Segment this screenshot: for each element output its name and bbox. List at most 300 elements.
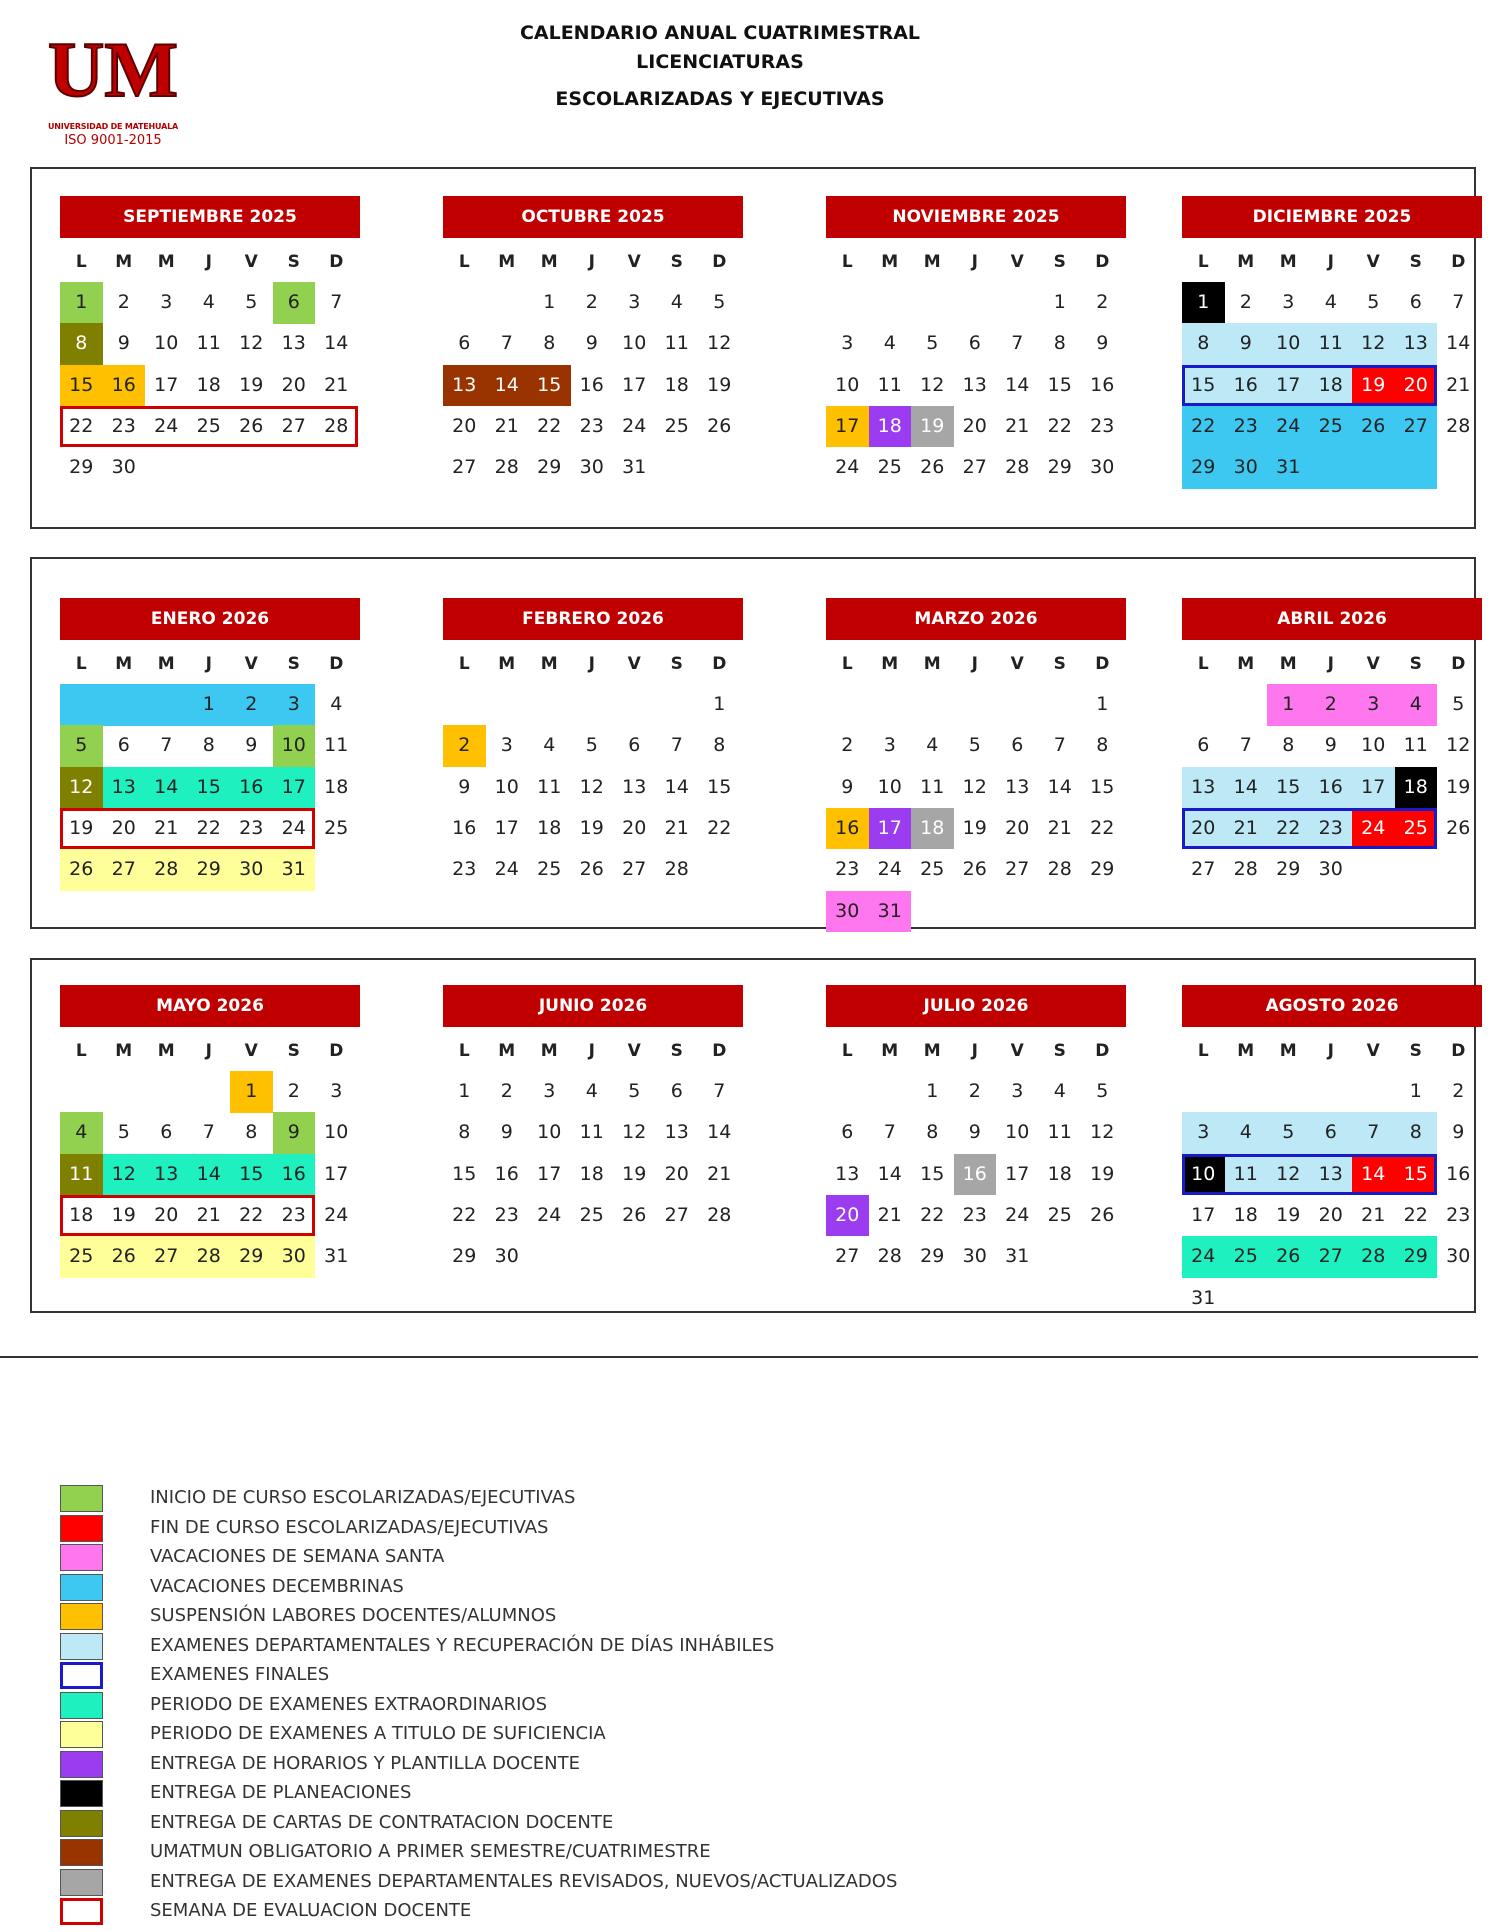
day-cell[interactable]: 24 xyxy=(154,414,179,437)
day-cell[interactable]: 26 xyxy=(920,456,945,479)
day-cell[interactable]: 5 xyxy=(968,734,981,757)
day-cell[interactable]: 9 xyxy=(245,734,258,757)
day-cell[interactable]: 6 xyxy=(841,1121,854,1144)
day-cell[interactable]: 21 xyxy=(494,414,519,437)
day-cell[interactable]: 29 xyxy=(1182,447,1225,489)
day-cell[interactable]: 25 xyxy=(1225,1236,1268,1278)
day-cell[interactable]: 30 xyxy=(1446,1245,1471,1268)
day-cell[interactable]: 11 xyxy=(579,1121,604,1144)
day-cell[interactable]: 28 xyxy=(664,858,689,881)
day-cell[interactable]: 2 xyxy=(230,684,273,726)
day-cell[interactable]: 8 xyxy=(543,332,556,355)
day-cell[interactable]: 13 xyxy=(1395,323,1438,365)
day-cell[interactable]: 3 xyxy=(330,1080,343,1102)
day-cell[interactable]: 7 xyxy=(1352,1112,1395,1154)
day-cell[interactable]: 24 xyxy=(1182,1236,1225,1278)
day-cell[interactable]: 25 xyxy=(196,414,221,437)
day-cell[interactable]: 19 xyxy=(111,1203,136,1226)
day-cell[interactable]: 3 xyxy=(1011,1080,1024,1102)
day-cell[interactable]: 11 xyxy=(1047,1121,1072,1144)
day-cell[interactable]: 9 xyxy=(1452,1121,1465,1144)
day-cell[interactable]: 6 xyxy=(1197,734,1210,757)
day-cell[interactable]: 21 xyxy=(1225,808,1268,850)
day-cell[interactable]: 19 xyxy=(962,816,987,839)
day-cell[interactable]: 7 xyxy=(1239,734,1252,757)
day-cell[interactable]: 8 xyxy=(926,1121,939,1144)
day-cell[interactable]: 23 xyxy=(962,1203,987,1226)
day-cell[interactable]: 8 xyxy=(1182,323,1225,365)
day-cell[interactable]: 22 xyxy=(196,816,221,839)
day-cell[interactable]: 17 xyxy=(1352,767,1395,809)
day-cell[interactable]: 10 xyxy=(1005,1121,1030,1144)
day-cell[interactable]: 21 xyxy=(1361,1203,1386,1226)
day-cell[interactable]: 4 xyxy=(202,291,215,313)
day-cell[interactable]: 12 xyxy=(579,775,604,798)
day-cell[interactable]: 26 xyxy=(239,414,264,437)
day-cell[interactable]: 12 xyxy=(622,1121,647,1144)
day-cell[interactable]: 19 xyxy=(707,373,732,396)
day-cell[interactable]: 17 xyxy=(869,808,912,850)
day-cell[interactable]: 13 xyxy=(962,373,987,396)
day-cell[interactable]: 18 xyxy=(1047,1162,1072,1185)
day-cell[interactable]: 8 xyxy=(1053,332,1066,355)
day-cell[interactable]: 14 xyxy=(664,775,689,798)
day-cell[interactable]: 24 xyxy=(877,858,902,881)
day-cell[interactable]: 14 xyxy=(1446,332,1471,355)
day-cell[interactable]: 8 xyxy=(202,734,215,757)
day-cell[interactable]: 8 xyxy=(1282,734,1295,757)
day-cell[interactable]: 18 xyxy=(537,816,562,839)
day-cell[interactable]: 14 xyxy=(1047,775,1072,798)
day-cell[interactable]: 7 xyxy=(202,1121,215,1144)
day-cell[interactable]: 14 xyxy=(1005,373,1030,396)
day-cell[interactable]: 24 xyxy=(1352,808,1395,850)
day-cell[interactable]: 30 xyxy=(230,849,273,891)
day-cell[interactable]: 9 xyxy=(1225,323,1268,365)
day-cell[interactable]: 6 xyxy=(117,734,130,757)
day-cell[interactable]: 16 xyxy=(494,1162,519,1185)
day-cell[interactable]: 23 xyxy=(239,816,264,839)
day-cell[interactable]: 25 xyxy=(1395,808,1438,850)
day-cell[interactable]: 27 xyxy=(835,1245,860,1268)
day-cell[interactable]: 6 xyxy=(1011,734,1024,757)
day-cell[interactable]: 16 xyxy=(103,365,146,407)
day-cell[interactable]: 18 xyxy=(196,373,221,396)
day-cell[interactable]: 17 xyxy=(1005,1162,1030,1185)
day-cell[interactable]: 22 xyxy=(1182,406,1225,448)
day-cell[interactable]: 8 xyxy=(60,323,103,365)
day-cell[interactable]: 22 xyxy=(452,1203,477,1226)
day-cell[interactable]: 15 xyxy=(920,1162,945,1185)
day-cell[interactable]: 4 xyxy=(585,1080,598,1102)
day-cell[interactable]: 26 xyxy=(707,414,732,437)
day-cell[interactable]: 24 xyxy=(1267,406,1310,448)
day-cell[interactable]: 7 xyxy=(713,1080,726,1102)
day-cell[interactable]: 7 xyxy=(1053,734,1066,757)
day-cell[interactable]: 19 xyxy=(1446,775,1471,798)
day-cell[interactable]: 24 xyxy=(622,414,647,437)
day-cell[interactable]: 1 xyxy=(1267,684,1310,726)
day-cell[interactable]: 24 xyxy=(324,1203,349,1226)
day-cell[interactable]: 20 xyxy=(1395,365,1438,407)
day-cell[interactable]: 29 xyxy=(1047,456,1072,479)
day-cell[interactable]: 12 xyxy=(1446,734,1471,757)
day-cell[interactable]: 4 xyxy=(926,734,939,757)
day-cell[interactable]: 11 xyxy=(1403,734,1428,757)
day-cell[interactable]: 30 xyxy=(494,1245,519,1268)
day-cell[interactable]: 22 xyxy=(239,1203,264,1226)
day-cell[interactable]: 15 xyxy=(230,1154,273,1196)
day-cell[interactable]: 3 xyxy=(628,291,641,313)
day-cell[interactable]: 2 xyxy=(117,291,130,313)
day-cell[interactable]: 20 xyxy=(1182,808,1225,850)
day-cell[interactable]: 3 xyxy=(160,291,173,313)
day-cell[interactable]: 2 xyxy=(585,291,598,313)
day-cell[interactable]: 30 xyxy=(1090,456,1115,479)
day-cell[interactable]: 8 xyxy=(1096,734,1109,757)
day-cell[interactable]: 18 xyxy=(1310,365,1353,407)
day-cell[interactable]: 29 xyxy=(1090,858,1115,881)
day-cell[interactable]: 11 xyxy=(664,332,689,355)
day-cell[interactable]: 22 xyxy=(537,414,562,437)
day-cell[interactable]: 6 xyxy=(458,332,471,355)
day-cell[interactable]: 21 xyxy=(1047,816,1072,839)
day-cell[interactable]: 14 xyxy=(1352,1154,1395,1196)
day-cell[interactable]: 14 xyxy=(486,365,529,407)
day-cell[interactable]: 27 xyxy=(1310,1236,1353,1278)
day-cell[interactable]: 12 xyxy=(707,332,732,355)
day-cell[interactable]: 1 xyxy=(188,684,231,726)
day-cell[interactable]: 26 xyxy=(1446,816,1471,839)
day-cell[interactable]: 10 xyxy=(1267,323,1310,365)
day-cell[interactable]: 13 xyxy=(1005,775,1030,798)
day-cell[interactable]: 18 xyxy=(69,1203,94,1226)
day-cell[interactable]: 23 xyxy=(1225,406,1268,448)
day-cell[interactable]: 15 xyxy=(188,767,231,809)
day-cell[interactable]: 20 xyxy=(111,816,136,839)
day-cell[interactable]: 11 xyxy=(1225,1154,1268,1196)
day-cell[interactable]: 21 xyxy=(877,1203,902,1226)
day-cell[interactable]: 4 xyxy=(1395,684,1438,726)
day-cell[interactable]: 28 xyxy=(188,1236,231,1278)
day-cell[interactable]: 15 xyxy=(1182,365,1225,407)
day-cell[interactable]: 5 xyxy=(1267,1112,1310,1154)
day-cell[interactable]: 19 xyxy=(1276,1203,1301,1226)
day-cell[interactable]: 12 xyxy=(1090,1121,1115,1144)
day-cell[interactable]: 3 xyxy=(841,332,854,355)
day-cell[interactable]: 2 xyxy=(841,734,854,757)
day-cell[interactable]: 4 xyxy=(1053,1080,1066,1102)
day-cell[interactable]: 17 xyxy=(494,816,519,839)
day-cell[interactable]: 4 xyxy=(670,291,683,313)
day-cell[interactable]: 19 xyxy=(579,816,604,839)
day-cell[interactable]: 7 xyxy=(883,1121,896,1144)
day-cell[interactable]: 10 xyxy=(154,332,179,355)
day-cell[interactable]: 20 xyxy=(1005,816,1030,839)
day-cell[interactable]: 22 xyxy=(1403,1203,1428,1226)
day-cell[interactable]: 12 xyxy=(103,1154,146,1196)
day-cell[interactable]: 26 xyxy=(1267,1236,1310,1278)
day-cell[interactable]: 15 xyxy=(707,775,732,798)
day-cell[interactable]: 31 xyxy=(1191,1286,1216,1309)
day-cell[interactable]: 22 xyxy=(707,816,732,839)
day-cell[interactable]: 10 xyxy=(835,373,860,396)
day-cell[interactable]: 13 xyxy=(835,1162,860,1185)
day-cell[interactable]: 6 xyxy=(1310,1112,1353,1154)
day-cell[interactable]: 11 xyxy=(196,332,221,355)
day-cell[interactable]: 5 xyxy=(585,734,598,757)
day-cell[interactable]: 17 xyxy=(622,373,647,396)
day-cell[interactable]: 19 xyxy=(622,1162,647,1185)
day-cell[interactable]: 25 xyxy=(664,414,689,437)
day-cell[interactable]: 8 xyxy=(1395,1112,1438,1154)
day-cell[interactable]: 13 xyxy=(443,365,486,407)
day-cell[interactable]: 12 xyxy=(60,767,103,809)
day-cell[interactable]: 15 xyxy=(528,365,571,407)
day-cell[interactable]: 12 xyxy=(962,775,987,798)
day-cell[interactable]: 1 xyxy=(713,693,726,715)
day-cell[interactable]: 25 xyxy=(1047,1203,1072,1226)
day-cell[interactable]: 7 xyxy=(1011,332,1024,355)
day-cell[interactable]: 24 xyxy=(494,858,519,881)
day-cell[interactable]: 4 xyxy=(1225,1112,1268,1154)
day-cell[interactable]: 10 xyxy=(1182,1154,1225,1196)
day-cell[interactable]: 1 xyxy=(1182,282,1225,324)
day-cell[interactable]: 26 xyxy=(60,849,103,891)
day-cell[interactable]: 20 xyxy=(1318,1203,1343,1226)
day-cell[interactable]: 11 xyxy=(1310,323,1353,365)
day-cell[interactable]: 25 xyxy=(920,858,945,881)
day-cell[interactable]: 16 xyxy=(1446,1162,1471,1185)
day-cell[interactable]: 31 xyxy=(622,456,647,479)
day-cell[interactable]: 4 xyxy=(1324,291,1337,313)
day-cell[interactable]: 23 xyxy=(281,1203,306,1226)
day-cell[interactable]: 6 xyxy=(160,1121,173,1144)
day-cell[interactable]: 30 xyxy=(273,1236,316,1278)
day-cell[interactable]: 27 xyxy=(664,1203,689,1226)
day-cell[interactable]: 5 xyxy=(117,1121,130,1144)
day-cell[interactable]: 17 xyxy=(537,1162,562,1185)
day-cell[interactable]: 1 xyxy=(1053,291,1066,313)
day-cell[interactable]: 18 xyxy=(1395,767,1438,809)
day-cell[interactable]: 27 xyxy=(1395,406,1438,448)
day-cell[interactable]: 27 xyxy=(962,456,987,479)
day-cell[interactable]: 17 xyxy=(826,406,869,448)
day-cell[interactable]: 7 xyxy=(670,734,683,757)
day-cell[interactable]: 24 xyxy=(537,1203,562,1226)
day-cell[interactable]: 18 xyxy=(324,775,349,798)
day-cell[interactable]: 2 xyxy=(1096,291,1109,313)
day-cell[interactable]: 31 xyxy=(1005,1245,1030,1268)
day-cell[interactable]: 5 xyxy=(1367,291,1380,313)
day-cell[interactable]: 29 xyxy=(69,456,94,479)
day-cell[interactable]: 7 xyxy=(1452,291,1465,313)
day-cell[interactable]: 11 xyxy=(920,775,945,798)
day-cell[interactable]: 23 xyxy=(1090,414,1115,437)
day-cell[interactable]: 19 xyxy=(69,816,94,839)
day-cell[interactable]: 16 xyxy=(826,808,869,850)
day-cell[interactable]: 14 xyxy=(145,767,188,809)
day-cell[interactable]: 9 xyxy=(273,1112,316,1154)
day-cell[interactable]: 2 xyxy=(1239,291,1252,313)
day-cell[interactable]: 28 xyxy=(494,456,519,479)
day-cell[interactable]: 14 xyxy=(877,1162,902,1185)
day-cell[interactable]: 25 xyxy=(60,1236,103,1278)
day-cell[interactable]: 23 xyxy=(452,858,477,881)
day-cell[interactable]: 27 xyxy=(1191,858,1216,881)
day-cell[interactable]: 2 xyxy=(1310,684,1353,726)
day-cell[interactable]: 16 xyxy=(1225,365,1268,407)
day-cell[interactable]: 26 xyxy=(103,1236,146,1278)
day-cell[interactable]: 15 xyxy=(1090,775,1115,798)
day-cell[interactable]: 10 xyxy=(1361,734,1386,757)
day-cell[interactable]: 3 xyxy=(500,734,513,757)
day-cell[interactable]: 5 xyxy=(926,332,939,355)
day-cell[interactable]: 4 xyxy=(543,734,556,757)
day-cell[interactable]: 22 xyxy=(1267,808,1310,850)
day-cell[interactable]: 3 xyxy=(543,1080,556,1102)
day-cell[interactable]: 13 xyxy=(103,767,146,809)
day-cell[interactable]: 25 xyxy=(877,456,902,479)
day-cell[interactable]: 29 xyxy=(230,1236,273,1278)
day-cell[interactable]: 11 xyxy=(324,734,349,757)
day-cell[interactable]: 20 xyxy=(452,414,477,437)
day-cell[interactable]: 21 xyxy=(1005,414,1030,437)
day-cell[interactable]: 21 xyxy=(196,1203,221,1226)
day-cell[interactable]: 5 xyxy=(1096,1080,1109,1102)
day-cell[interactable]: 13 xyxy=(281,332,306,355)
day-cell[interactable]: 28 xyxy=(1352,1236,1395,1278)
day-cell[interactable]: 30 xyxy=(1225,447,1268,489)
day-cell[interactable]: 5 xyxy=(60,725,103,767)
day-cell[interactable]: 14 xyxy=(188,1154,231,1196)
day-cell[interactable]: 28 xyxy=(145,849,188,891)
day-cell[interactable]: 30 xyxy=(111,456,136,479)
day-cell[interactable]: 10 xyxy=(494,775,519,798)
day-cell[interactable]: 14 xyxy=(324,332,349,355)
day-cell[interactable]: 16 xyxy=(452,816,477,839)
day-cell[interactable]: 22 xyxy=(920,1203,945,1226)
day-cell[interactable]: 3 xyxy=(1182,1112,1225,1154)
day-cell[interactable]: 13 xyxy=(145,1154,188,1196)
day-cell[interactable]: 29 xyxy=(920,1245,945,1268)
day-cell[interactable]: 28 xyxy=(1005,456,1030,479)
day-cell[interactable]: 1 xyxy=(543,291,556,313)
day-cell[interactable]: 31 xyxy=(324,1245,349,1268)
day-cell[interactable]: 28 xyxy=(324,414,349,437)
day-cell[interactable]: 5 xyxy=(245,291,258,313)
day-cell[interactable]: 9 xyxy=(458,775,471,798)
day-cell[interactable]: 20 xyxy=(622,816,647,839)
day-cell[interactable]: 27 xyxy=(103,849,146,891)
day-cell[interactable]: 20 xyxy=(154,1203,179,1226)
day-cell[interactable]: 20 xyxy=(826,1195,869,1237)
day-cell[interactable]: 5 xyxy=(1452,693,1465,715)
day-cell[interactable]: 29 xyxy=(188,849,231,891)
day-cell[interactable]: 17 xyxy=(154,373,179,396)
day-cell[interactable]: 26 xyxy=(622,1203,647,1226)
day-cell[interactable]: 7 xyxy=(500,332,513,355)
day-cell[interactable]: 12 xyxy=(1352,323,1395,365)
day-cell[interactable]: 3 xyxy=(1282,291,1295,313)
day-cell[interactable]: 1 xyxy=(1096,693,1109,715)
day-cell[interactable]: 14 xyxy=(707,1121,732,1144)
day-cell[interactable]: 6 xyxy=(628,734,641,757)
day-cell[interactable]: 23 xyxy=(1310,808,1353,850)
day-cell[interactable]: 26 xyxy=(1090,1203,1115,1226)
day-cell[interactable]: 25 xyxy=(579,1203,604,1226)
day-cell[interactable]: 26 xyxy=(1352,406,1395,448)
day-cell[interactable]: 12 xyxy=(1267,1154,1310,1196)
day-cell[interactable]: 13 xyxy=(622,775,647,798)
day-cell[interactable]: 23 xyxy=(579,414,604,437)
day-cell[interactable]: 27 xyxy=(281,414,306,437)
day-cell[interactable]: 1 xyxy=(60,282,103,324)
day-cell[interactable]: 9 xyxy=(500,1121,513,1144)
day-cell[interactable]: 24 xyxy=(835,456,860,479)
day-cell[interactable]: 27 xyxy=(622,858,647,881)
day-cell[interactable]: 6 xyxy=(968,332,981,355)
day-cell[interactable]: 15 xyxy=(1395,1154,1438,1196)
day-cell[interactable]: 22 xyxy=(69,414,94,437)
day-cell[interactable]: 30 xyxy=(962,1245,987,1268)
day-cell[interactable]: 27 xyxy=(452,456,477,479)
day-cell[interactable]: 3 xyxy=(883,734,896,757)
day-cell[interactable]: 31 xyxy=(1267,447,1310,489)
day-cell[interactable]: 16 xyxy=(954,1154,997,1196)
day-cell[interactable]: 28 xyxy=(1446,414,1471,437)
day-cell[interactable]: 17 xyxy=(1267,365,1310,407)
day-cell[interactable]: 15 xyxy=(60,365,103,407)
day-cell[interactable]: 20 xyxy=(962,414,987,437)
day-cell[interactable]: 15 xyxy=(1047,373,1072,396)
day-cell[interactable]: 23 xyxy=(111,414,136,437)
day-cell[interactable]: 13 xyxy=(1182,767,1225,809)
day-cell[interactable]: 15 xyxy=(452,1162,477,1185)
day-cell[interactable]: 10 xyxy=(324,1121,349,1144)
day-cell[interactable]: 16 xyxy=(230,767,273,809)
day-cell[interactable]: 31 xyxy=(273,849,316,891)
day-cell[interactable]: 12 xyxy=(239,332,264,355)
day-cell[interactable]: 15 xyxy=(1267,767,1310,809)
day-cell[interactable]: 11 xyxy=(537,775,562,798)
day-cell[interactable]: 2 xyxy=(1452,1080,1465,1102)
day-cell[interactable]: 21 xyxy=(324,373,349,396)
day-cell[interactable]: 8 xyxy=(713,734,726,757)
day-cell[interactable]: 19 xyxy=(1090,1162,1115,1185)
day-cell[interactable]: 4 xyxy=(60,1112,103,1154)
day-cell[interactable]: 29 xyxy=(1276,858,1301,881)
day-cell[interactable]: 7 xyxy=(330,291,343,313)
day-cell[interactable]: 25 xyxy=(1310,406,1353,448)
day-cell[interactable]: 29 xyxy=(537,456,562,479)
day-cell[interactable]: 20 xyxy=(664,1162,689,1185)
day-cell[interactable]: 6 xyxy=(273,282,316,324)
day-cell[interactable]: 18 xyxy=(869,406,912,448)
day-cell[interactable]: 9 xyxy=(585,332,598,355)
day-cell[interactable]: 23 xyxy=(494,1203,519,1226)
day-cell[interactable]: 29 xyxy=(452,1245,477,1268)
day-cell[interactable]: 19 xyxy=(911,406,954,448)
day-cell[interactable]: 1 xyxy=(926,1080,939,1102)
day-cell[interactable]: 3 xyxy=(1352,684,1395,726)
day-cell[interactable]: 23 xyxy=(1446,1203,1471,1226)
day-cell[interactable]: 23 xyxy=(835,858,860,881)
day-cell[interactable]: 8 xyxy=(245,1121,258,1144)
day-cell[interactable]: 9 xyxy=(117,332,130,355)
day-cell[interactable]: 1 xyxy=(230,1071,273,1113)
day-cell[interactable]: 2 xyxy=(443,725,486,767)
